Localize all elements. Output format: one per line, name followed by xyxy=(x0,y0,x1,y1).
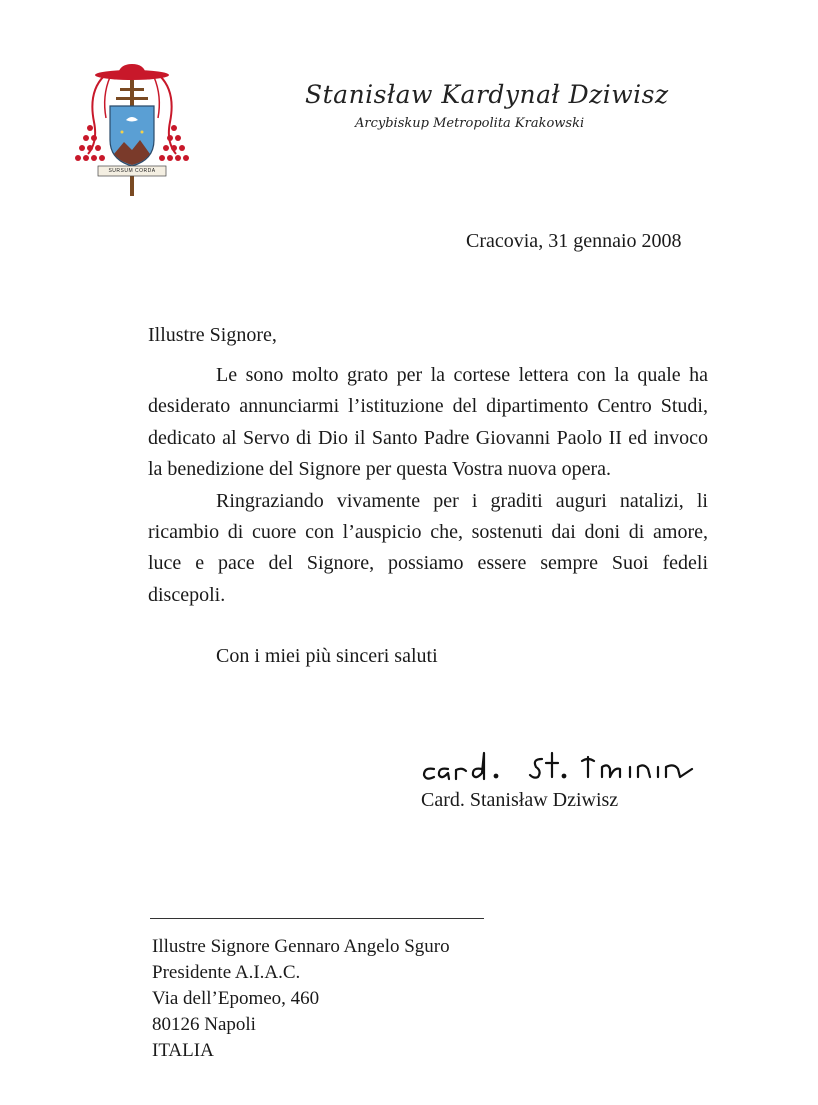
address-street: Via dell’Epomeo, 460 xyxy=(152,988,320,1009)
coat-of-arms-motto: SURSUM CORDA xyxy=(108,168,156,174)
coat-of-arms-icon xyxy=(74,62,190,198)
recipient-address xyxy=(152,934,450,1064)
address-country: ITALIA xyxy=(152,1040,214,1061)
address-divider xyxy=(150,918,484,919)
closing: Con i miei più sinceri saluti xyxy=(216,645,438,667)
body-paragraph: Ringraziando vivamente per i graditi auguri natalizi, li ricambio di cuore con l’auspicio che, sostenuti dai doni di amore, luce e pace del Signore, possiamo essere sempre Suoi fedeli discepoli. xyxy=(148,489,708,606)
handwritten-signature xyxy=(418,745,708,790)
letterhead-title: Arcybiskup Metropolita Krakowski xyxy=(355,116,585,131)
address-city: 80126 Napoli xyxy=(152,1014,256,1035)
address-recipient: Illustre Signore Gennaro Angelo Sguro xyxy=(152,936,450,957)
coat-of-arms xyxy=(74,62,190,198)
signer-name: Card. Stanisław Dziwisz xyxy=(421,789,619,811)
salutation: Illustre Signore, xyxy=(148,324,277,346)
address-role: Presidente A.I.A.C. xyxy=(152,962,301,983)
letter-body xyxy=(148,360,708,611)
signature-icon xyxy=(418,745,708,790)
letterhead-name: Stanisław Kardynał Dziwisz xyxy=(305,80,669,109)
letter-date: Cracovia, 31 gennaio 2008 xyxy=(466,230,682,252)
body-paragraph: Le sono molto grato per la cortese lettera con la quale ha desiderato annunciarmi l’istituzione del dipartimento Centro Studi, dedicato al Servo di Dio il Santo Padre Giovanni Paolo II ed invoco la benedizione del Signore per questa Vostra nuova opera. xyxy=(148,364,708,481)
